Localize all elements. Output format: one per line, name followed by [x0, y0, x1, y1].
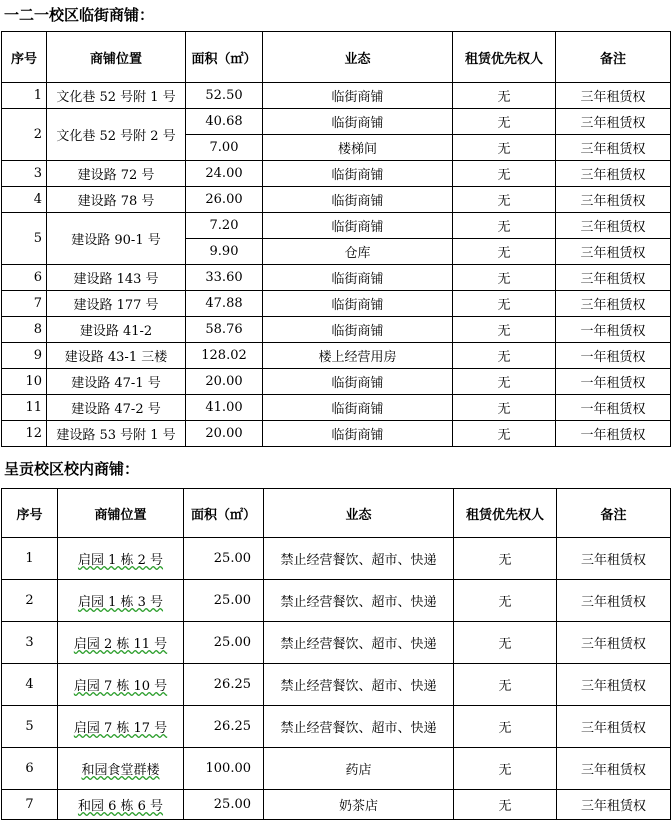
table-row: [2, 369, 671, 395]
row-note: 三年租赁权: [557, 748, 671, 790]
row-priority: 无: [453, 369, 556, 395]
row-area: 7.00: [186, 135, 263, 161]
row-note: 三年租赁权: [556, 265, 671, 291]
table-row: [2, 343, 671, 369]
row-use: 临街商铺: [263, 265, 453, 291]
row-no: 12: [2, 421, 47, 447]
row-note: 三年租赁权: [556, 83, 671, 109]
row-location: 建设路 72 号: [47, 161, 186, 187]
row-use: 临街商铺: [263, 369, 453, 395]
row-use: 临街商铺: [263, 291, 453, 317]
table-row: [2, 83, 671, 109]
row-location-text: 启园 7 栋 10 号: [73, 679, 168, 694]
row-priority: 无: [454, 748, 557, 790]
row-no: 5: [2, 213, 47, 265]
row-priority: 无: [453, 317, 556, 343]
row-note: 三年租赁权: [556, 161, 671, 187]
row-use: 临街商铺: [263, 187, 453, 213]
row-note: 三年租赁权: [556, 213, 671, 239]
row-location-text: 启园 2 栋 11 号: [73, 637, 168, 652]
row-priority: 无: [454, 538, 557, 580]
table-row: [2, 580, 671, 622]
row-priority: 无: [453, 83, 556, 109]
row-location: [58, 538, 184, 580]
row-no: 6: [2, 748, 58, 790]
row-no: 2: [2, 109, 47, 161]
row-no: 3: [2, 622, 58, 664]
row-priority: 无: [454, 580, 557, 622]
row-area: 25.00: [184, 538, 264, 580]
row-priority: 无: [453, 343, 556, 369]
row-area: 24.00: [186, 161, 263, 187]
row-no: 1: [2, 538, 58, 580]
row-area: 25.00: [184, 580, 264, 622]
header-no: 序号: [2, 489, 58, 538]
row-use: 临街商铺: [263, 83, 453, 109]
row-area: 58.76: [186, 317, 263, 343]
row-note: 三年租赁权: [556, 187, 671, 213]
row-no: 4: [2, 664, 58, 706]
row-use: 禁止经营餐饮、超市、快递: [264, 538, 454, 580]
row-use: 临街商铺: [263, 317, 453, 343]
row-area: 47.88: [186, 291, 263, 317]
row-area: 20.00: [186, 369, 263, 395]
row-use: 临街商铺: [263, 421, 453, 447]
row-area: 100.00: [184, 748, 264, 790]
row-location: 建设路 53 号附 1 号: [47, 421, 186, 447]
row-area: 33.60: [186, 265, 263, 291]
row-use: 禁止经营餐饮、超市、快递: [264, 664, 454, 706]
row-area: 26.25: [184, 664, 264, 706]
row-location: [58, 622, 184, 664]
row-area: 25.00: [184, 622, 264, 664]
section-title-linjie: 一二一校区临街商铺：: [4, 6, 155, 24]
section-title-chenggong: 呈贡校区校内商铺：: [4, 460, 140, 478]
header-location: 商铺位置: [47, 32, 186, 83]
row-location: 文化巷 52 号附 2 号: [47, 109, 186, 161]
row-area: 52.50: [186, 83, 263, 109]
row-priority: 无: [454, 790, 557, 820]
row-area: 40.68: [186, 109, 263, 135]
row-no: 4: [2, 187, 47, 213]
row-note: 三年租赁权: [557, 580, 671, 622]
row-location: 文化巷 52 号附 1 号: [47, 83, 186, 109]
row-priority: 无: [453, 265, 556, 291]
row-use: 临街商铺: [263, 161, 453, 187]
table-row: [2, 622, 671, 664]
row-use: 奶茶店: [264, 790, 454, 820]
table-row: [2, 664, 671, 706]
row-use: 临街商铺: [263, 395, 453, 421]
row-location: 建设路 41-2: [47, 317, 186, 343]
row-note: 一年租赁权: [556, 317, 671, 343]
row-no: 7: [2, 790, 58, 820]
header-location: 商铺位置: [58, 489, 184, 538]
row-note: 三年租赁权: [556, 291, 671, 317]
row-note: 三年租赁权: [556, 109, 671, 135]
header-use: 业态: [263, 32, 453, 83]
row-location-text: 启园 7 栋 17 号: [73, 721, 168, 736]
row-location: [58, 748, 184, 790]
row-use: 楼上经营用房: [263, 343, 453, 369]
row-location-text: 和园食堂群楼: [81, 763, 160, 778]
row-priority: 无: [454, 622, 557, 664]
linjie-shops-table: [1, 31, 671, 447]
row-no: 6: [2, 265, 47, 291]
row-note: 三年租赁权: [557, 790, 671, 820]
row-no: 11: [2, 395, 47, 421]
row-area: 25.00: [184, 790, 264, 820]
row-no: 10: [2, 369, 47, 395]
table-row: [2, 265, 671, 291]
row-location: [58, 706, 184, 748]
row-use: 药店: [264, 748, 454, 790]
row-priority: 无: [454, 664, 557, 706]
row-use: 临街商铺: [263, 213, 453, 239]
row-note: 一年租赁权: [556, 395, 671, 421]
row-priority: 无: [453, 291, 556, 317]
row-area: 26.00: [186, 187, 263, 213]
row-area: 7.20: [186, 213, 263, 239]
row-no: 2: [2, 580, 58, 622]
row-note: 三年租赁权: [557, 664, 671, 706]
table-row: [2, 748, 671, 790]
row-location: [58, 790, 184, 820]
table-row: [2, 538, 671, 580]
row-no: 3: [2, 161, 47, 187]
row-note: 三年租赁权: [557, 538, 671, 580]
row-area: 26.25: [184, 706, 264, 748]
row-note: 一年租赁权: [556, 343, 671, 369]
row-priority: 无: [453, 239, 556, 265]
row-location: 建设路 78 号: [47, 187, 186, 213]
row-no: 5: [2, 706, 58, 748]
row-no: 8: [2, 317, 47, 343]
row-no: 9: [2, 343, 47, 369]
table-header-row: [2, 489, 671, 538]
row-location-text: 启园 1 栋 2 号: [77, 553, 164, 568]
row-area: 128.02: [186, 343, 263, 369]
row-priority: 无: [453, 395, 556, 421]
table-row: [2, 317, 671, 343]
table-row: [2, 187, 671, 213]
row-location: [58, 580, 184, 622]
header-priority: 租赁优先权人: [454, 489, 557, 538]
row-use: 楼梯间: [263, 135, 453, 161]
row-location: 建设路 47-2 号: [47, 395, 186, 421]
row-note: 三年租赁权: [557, 706, 671, 748]
row-note: 一年租赁权: [556, 421, 671, 447]
row-note: 三年租赁权: [556, 135, 671, 161]
header-note: 备注: [557, 489, 671, 538]
table-row: [2, 291, 671, 317]
row-area: 41.00: [186, 395, 263, 421]
row-priority: 无: [453, 187, 556, 213]
row-location: 建设路 177 号: [47, 291, 186, 317]
row-location: 建设路 90-1 号: [47, 213, 186, 265]
table-row: [2, 421, 671, 447]
header-priority: 租赁优先权人: [453, 32, 556, 83]
row-priority: 无: [453, 213, 556, 239]
row-area: 9.90: [186, 239, 263, 265]
header-area: 面积（㎡）: [186, 32, 263, 83]
row-no: 1: [2, 83, 47, 109]
table-row: [2, 109, 671, 135]
header-area: 面积（㎡）: [184, 489, 264, 538]
row-priority: 无: [453, 161, 556, 187]
row-priority: 无: [453, 421, 556, 447]
row-priority: 无: [453, 109, 556, 135]
row-note: 三年租赁权: [557, 622, 671, 664]
table-row: [2, 790, 671, 820]
row-use: 禁止经营餐饮、超市、快递: [264, 622, 454, 664]
row-note: 一年租赁权: [556, 369, 671, 395]
row-area: 20.00: [186, 421, 263, 447]
row-location: 建设路 43-1 三楼: [47, 343, 186, 369]
row-location: [58, 664, 184, 706]
header-note: 备注: [556, 32, 671, 83]
chenggong-shops-table: [1, 488, 671, 820]
table-row: [2, 706, 671, 748]
row-use: 禁止经营餐饮、超市、快递: [264, 580, 454, 622]
header-use: 业态: [264, 489, 454, 538]
row-use: 临街商铺: [263, 109, 453, 135]
header-no: 序号: [2, 32, 47, 83]
table-header-row: [2, 32, 671, 83]
table-row: [2, 395, 671, 421]
row-location: 建设路 143 号: [47, 265, 186, 291]
row-priority: 无: [454, 706, 557, 748]
row-location: 建设路 47-1 号: [47, 369, 186, 395]
row-use: 禁止经营餐饮、超市、快递: [264, 706, 454, 748]
row-priority: 无: [453, 135, 556, 161]
row-no: 7: [2, 291, 47, 317]
table-row: [2, 213, 671, 239]
row-location-text: 启园 1 栋 3 号: [77, 595, 164, 610]
row-note: 三年租赁权: [556, 239, 671, 265]
row-use: 仓库: [263, 239, 453, 265]
table-row: [2, 161, 671, 187]
row-location-text: 和园 6 栋 6 号: [77, 799, 164, 814]
